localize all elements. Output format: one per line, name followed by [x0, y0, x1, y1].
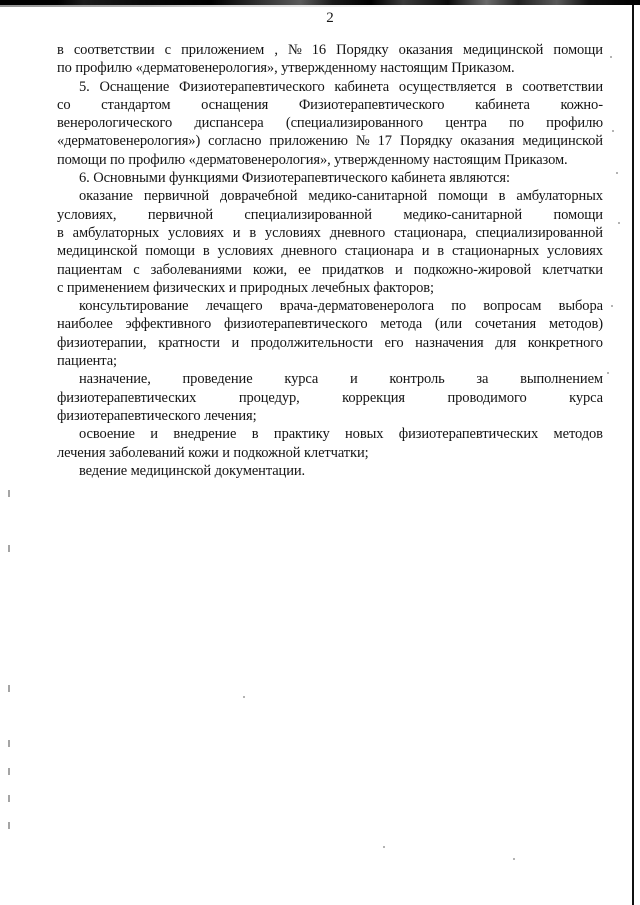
word: придатков: [321, 261, 384, 278]
document-text-block: [57, 41, 603, 480]
word: Физиотерапевтического: [298, 96, 445, 113]
word: клетчатки: [542, 261, 603, 278]
word: помощи: [553, 42, 603, 58]
word: условиях: [264, 224, 321, 241]
word: специализированной: [244, 206, 372, 223]
word: условиях,: [57, 206, 117, 223]
word: специализированной: [475, 224, 603, 241]
word: и: [232, 224, 241, 241]
word: помощи: [438, 188, 488, 205]
word: за: [476, 371, 489, 388]
word: первичной: [143, 188, 210, 205]
text-line: 6. Основными функциями Физиотерапевтического кабинета являются:: [79, 170, 510, 187]
scan-speck: [383, 846, 385, 848]
word: диспансера: [194, 115, 264, 132]
word: сочетания: [474, 316, 537, 333]
scan-speck: [612, 130, 614, 132]
word: наиболее: [57, 316, 113, 333]
word: №: [287, 42, 302, 58]
word: Порядку: [336, 42, 389, 58]
word: кожи,: [252, 261, 288, 278]
word: медицинской: [522, 133, 603, 150]
word: курса: [569, 389, 603, 406]
word: №: [355, 133, 370, 150]
word: в: [498, 188, 506, 205]
text-line: [57, 334, 603, 352]
word: медико-санитарной: [403, 206, 523, 223]
word: его: [384, 334, 404, 351]
scan-dash: [8, 822, 10, 829]
word: оказания: [460, 133, 515, 150]
scan-dash: [8, 490, 10, 497]
scan-speck: [607, 372, 609, 374]
scan-dash: [8, 795, 10, 802]
word: амбулаторных: [516, 188, 603, 205]
word: стационарных: [451, 243, 540, 260]
word: дневного: [281, 243, 337, 260]
text-line: по профилю «дерматовенерология», утвержденному настоящим Приказом.: [57, 60, 515, 77]
word: согласно: [208, 133, 262, 150]
word: консультирование: [79, 298, 189, 315]
word: по: [509, 115, 524, 132]
word: методов: [553, 426, 603, 443]
word: кратности: [158, 334, 220, 351]
text-line: [57, 114, 603, 132]
word: со: [57, 96, 71, 113]
word: центра: [445, 115, 487, 132]
page-number: 2: [326, 10, 334, 26]
word: медицинской: [57, 243, 138, 260]
word: выполнением: [520, 371, 603, 388]
word: оказания: [398, 42, 453, 58]
word: и: [150, 426, 158, 443]
word: проводимого: [447, 389, 527, 406]
text-line: [57, 41, 603, 59]
word: условиях: [168, 224, 224, 241]
word: физиотерапевтических: [398, 426, 539, 443]
text-line: [57, 242, 603, 260]
word: оснащения: [201, 96, 269, 113]
word: метода: [380, 316, 423, 333]
word: в: [251, 426, 259, 443]
scan-dash: [8, 768, 10, 775]
word: физиотерапевтических: [57, 389, 197, 406]
word: в: [505, 78, 513, 95]
scan-edge-right-line-artifact: [632, 5, 634, 905]
text-line: [57, 315, 603, 333]
text-line: [57, 206, 603, 224]
word: условиях: [217, 243, 274, 260]
word: медико-санитарной: [308, 188, 428, 205]
word: Порядку: [399, 133, 453, 150]
text-line: [57, 96, 603, 114]
word: конкретного: [527, 334, 603, 351]
text-line: [57, 132, 603, 150]
word: ,: [274, 42, 278, 58]
word: профилю: [546, 115, 603, 132]
word: с: [164, 42, 171, 58]
word: с: [133, 261, 140, 278]
word: (специализированного: [285, 115, 424, 132]
word: назначения: [415, 334, 484, 351]
word: врача-дерматовенеролога: [279, 298, 434, 315]
word: коррекция: [342, 389, 405, 406]
word: стандартом: [101, 96, 171, 113]
text-line: физиотерапевтического лечения;: [57, 407, 257, 424]
word: физиотерапии,: [57, 334, 147, 351]
word: ее: [298, 261, 311, 278]
word: и: [349, 371, 358, 388]
word: в: [57, 42, 64, 58]
word: помощи: [145, 243, 195, 260]
text-line: помощи по профилю «дерматовенерология», утвержденному настоящим Приказом.: [57, 151, 568, 168]
word: в: [57, 224, 64, 241]
word: кабинета: [334, 78, 390, 95]
word: и: [394, 261, 403, 278]
word: медицинской: [462, 42, 544, 58]
scan-speck: [610, 56, 612, 58]
text-line: лечения заболеваний кожи и подкожной клетчатки;: [57, 444, 369, 461]
word: подкожно-жировой: [413, 261, 532, 278]
word: в: [437, 243, 445, 260]
text-line: ведение медицинской документации.: [79, 462, 306, 479]
word: дневного: [329, 224, 386, 241]
word: оказание: [79, 188, 133, 205]
text-line: [57, 187, 603, 205]
scan-dash: [8, 740, 10, 747]
word: условиях: [547, 243, 603, 260]
word: выбора: [558, 298, 603, 315]
word: для: [495, 334, 517, 351]
scan-speck: [513, 858, 515, 860]
word: методов): [548, 316, 603, 333]
text-line: пациента;: [57, 353, 117, 370]
word: «дерматовенерология»): [57, 133, 201, 150]
word: и: [231, 334, 240, 351]
word: и: [421, 243, 430, 260]
word: эффективного: [125, 316, 212, 333]
word: 17: [377, 133, 392, 150]
text-line: [57, 224, 603, 242]
word: 5.: [79, 78, 90, 95]
scan-speck: [611, 305, 613, 307]
word: кабинета: [475, 96, 530, 113]
text-line: [57, 297, 603, 315]
word: вопросам: [483, 298, 542, 315]
word: стационара: [344, 243, 414, 260]
word: заболеваниями: [150, 261, 242, 278]
word: (или: [434, 316, 463, 333]
word: внедрение: [173, 426, 237, 443]
text-line: [57, 370, 603, 388]
text-line: [57, 78, 603, 96]
word: стационара,: [394, 224, 467, 241]
word: доврачебной: [220, 188, 298, 205]
scan-speck: [618, 222, 620, 224]
word: курса: [284, 371, 319, 388]
word: первичной: [147, 206, 214, 223]
word: новых: [345, 426, 384, 443]
text-line: [57, 389, 603, 407]
scan-dash: [8, 685, 10, 692]
word: кожно-: [560, 96, 603, 113]
word: 16: [311, 42, 327, 58]
scan-dash: [8, 545, 10, 552]
word: приложением: [181, 42, 265, 58]
word: в: [249, 224, 257, 241]
scan-speck: [243, 696, 245, 698]
word: Оснащение: [99, 78, 170, 95]
word: практику: [273, 426, 330, 443]
scan-edge-top-artifact: [0, 0, 640, 5]
word: Физиотерапевтического: [178, 78, 325, 95]
word: назначение,: [79, 371, 151, 388]
word: процедур,: [238, 389, 300, 406]
word: венерологического: [57, 115, 173, 132]
word: пациентам: [57, 261, 123, 278]
word: амбулаторных: [72, 224, 160, 241]
text-line: [57, 425, 603, 443]
text-line: [57, 261, 603, 279]
text-line: с применением физических и природных лечебных факторов;: [57, 279, 434, 296]
word: лечащего: [205, 298, 263, 315]
scan-speck: [616, 172, 618, 174]
word: по: [451, 298, 467, 315]
word: проведение: [182, 371, 253, 388]
word: соответствии: [522, 78, 603, 95]
word: помощи: [553, 206, 603, 223]
word: соответствии: [73, 42, 155, 58]
word: осуществляется: [398, 78, 496, 95]
word: физиотерапевтического: [223, 316, 368, 333]
word: продолжительности: [250, 334, 373, 351]
word: в: [202, 243, 210, 260]
word: освоение: [79, 426, 135, 443]
word: контроль: [389, 371, 445, 388]
word: приложению: [269, 133, 348, 150]
